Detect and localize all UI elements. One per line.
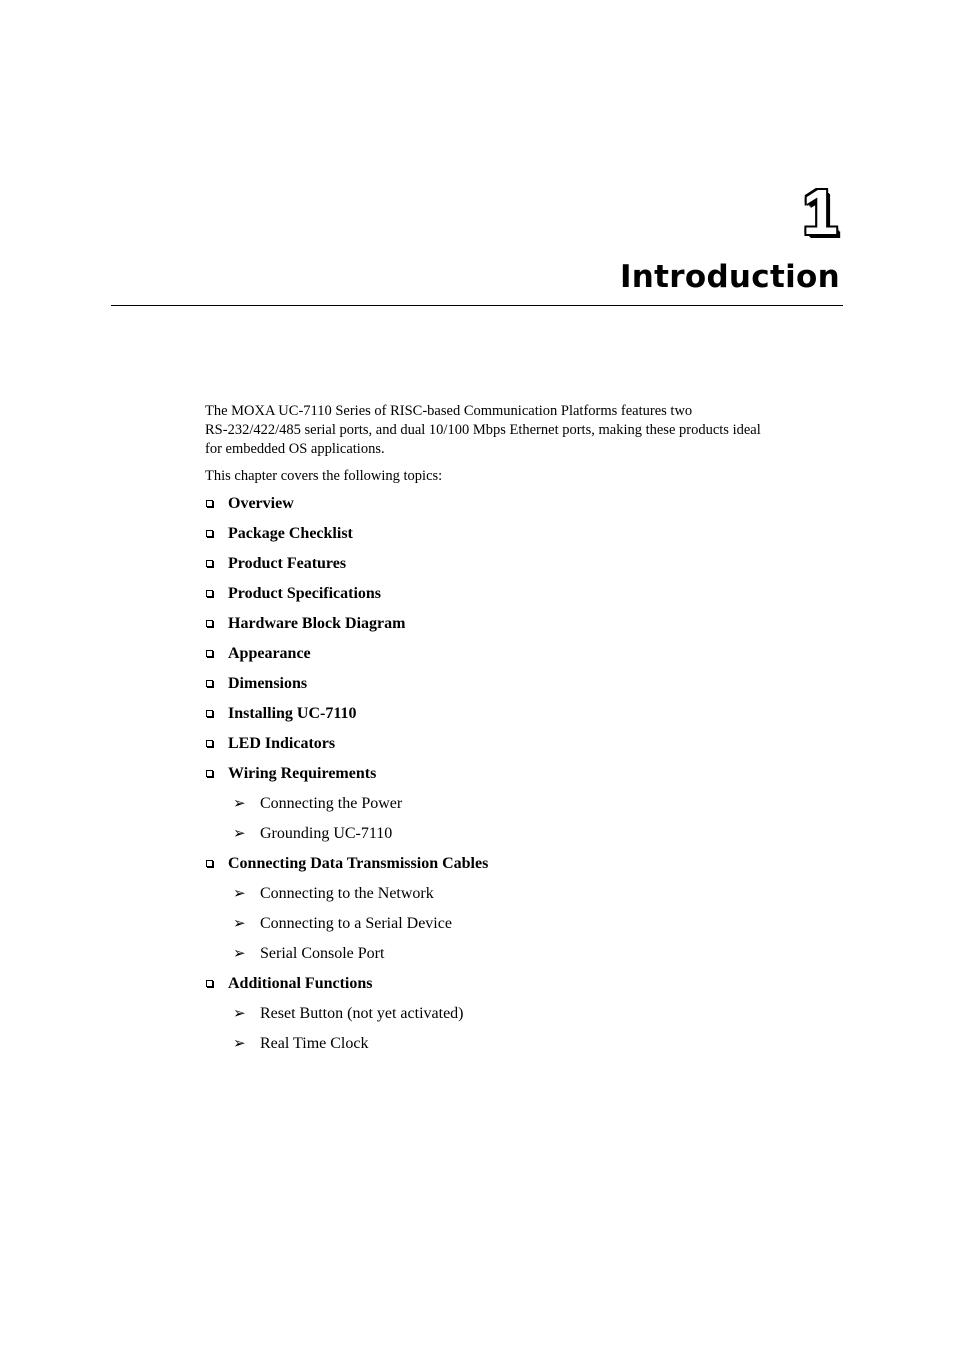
subtopic-item — [205, 879, 825, 909]
topics-intro: This chapter covers the following topics: — [205, 468, 443, 485]
chapter-body — [205, 402, 825, 1059]
topic-label: Product Specifications — [228, 585, 382, 603]
intro-line: for embedded OS applications. — [205, 440, 385, 457]
topic-label: Connecting Data Transmission Cables — [228, 855, 489, 873]
checkbox-bullet-icon — [206, 560, 213, 567]
checkbox-bullet-icon — [206, 680, 213, 687]
topic-item — [205, 579, 825, 609]
checkbox-bullet-icon — [206, 500, 213, 507]
subtopic-label: Connecting to the Network — [260, 885, 434, 903]
topic-label: Wiring Requirements — [228, 765, 377, 783]
subtopic-label: Grounding UC-7110 — [260, 825, 393, 843]
subtopic-label: Connecting the Power — [260, 795, 403, 813]
topic-label: Hardware Block Diagram — [228, 615, 406, 633]
checkbox-bullet-icon — [206, 530, 213, 537]
arrow-bullet-icon: ➢ — [233, 886, 246, 903]
subtopic-label: Serial Console Port — [260, 945, 385, 963]
topic-label: Package Checklist — [228, 525, 353, 543]
checkbox-bullet-icon — [206, 710, 213, 717]
arrow-bullet-icon: ➢ — [233, 826, 246, 843]
subtopic-label: Connecting to a Serial Device — [260, 915, 452, 933]
subtopic-label: Reset Button (not yet activated) — [260, 1005, 464, 1023]
arrow-bullet-icon: ➢ — [233, 946, 246, 963]
intro-line: The MOXA UC-7110 Series of RISC-based Communication Platforms features two — [205, 403, 693, 419]
topic-label: Overview — [228, 495, 294, 513]
checkbox-bullet-icon — [206, 590, 213, 597]
checkbox-bullet-icon — [206, 620, 213, 627]
topic-item — [205, 639, 825, 669]
topic-item — [205, 729, 825, 759]
subtopic-item — [205, 909, 825, 939]
intro-line: RS-232/422/485 serial ports, and dual 10/100 Mbps Ethernet ports, making these products ideal — [205, 421, 761, 438]
subtopic-item — [205, 939, 825, 969]
subtopic-item — [205, 1029, 825, 1059]
topic-item — [205, 519, 825, 549]
arrow-bullet-icon: ➢ — [233, 916, 246, 933]
checkbox-bullet-icon — [206, 770, 213, 777]
arrow-bullet-icon: ➢ — [233, 1036, 246, 1053]
topic-label: Installing UC-7110 — [228, 705, 357, 723]
intro-paragraph — [205, 402, 825, 458]
topic-label: Dimensions — [228, 675, 308, 693]
checkbox-bullet-icon — [206, 860, 213, 867]
subtopic-label: Real Time Clock — [260, 1035, 369, 1053]
topic-label: Additional Functions — [228, 975, 373, 993]
subtopic-item — [205, 789, 825, 819]
arrow-bullet-icon: ➢ — [233, 796, 246, 813]
topic-label: Product Features — [228, 555, 347, 573]
checkbox-bullet-icon — [206, 740, 213, 747]
subtopic-item — [205, 999, 825, 1029]
topic-item — [205, 669, 825, 699]
arrow-bullet-icon: ➢ — [233, 1006, 246, 1023]
topic-item — [205, 849, 825, 879]
topic-label: LED Indicators — [228, 735, 336, 753]
topic-label: Appearance — [228, 645, 311, 663]
checkbox-bullet-icon — [206, 980, 213, 987]
topic-item — [205, 759, 825, 789]
subtopic-item — [205, 819, 825, 849]
chapter-number: 1 — [802, 176, 838, 248]
topic-item — [205, 489, 825, 519]
topic-item — [205, 549, 825, 579]
title-divider — [111, 305, 843, 306]
topic-item — [205, 969, 825, 999]
topic-list — [205, 489, 825, 1059]
checkbox-bullet-icon — [206, 650, 213, 657]
topic-item — [205, 609, 825, 639]
chapter-title: Introduction — [619, 259, 840, 295]
topic-item — [205, 699, 825, 729]
